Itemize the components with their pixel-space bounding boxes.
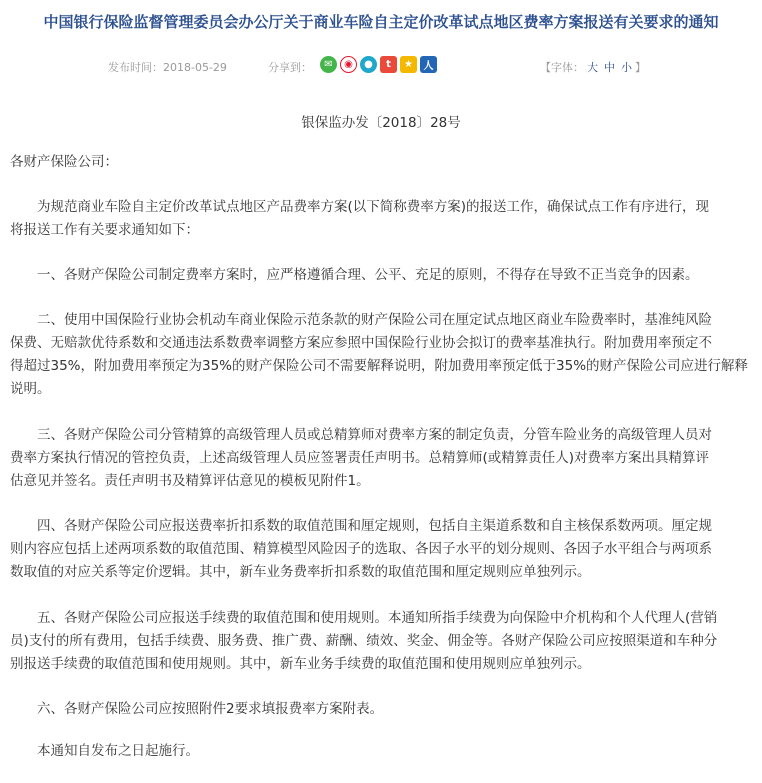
body-line: 员)支付的所有费用，包括手续费、服务费、推广费、薪酬、绩效、奖金、佣金等。各财产保险公司应按照渠道和车种分: [10, 633, 718, 649]
body-line: 保费、无赔款优待系数和交通违法系数费率调整方案应参照中国保险行业协会拟订的费率基准执行。附加费用率预定不: [10, 335, 712, 351]
qzone-icon[interactable]: ★: [400, 56, 417, 73]
body-line: 则内容应包括上述两项系数的取值范围、精算模型风险因子的选取、各因子水平的划分规则、各因子水平组合与两项系: [10, 541, 712, 557]
body-line: 三、各财产保险公司分管精算的高级管理人员或总精算师对费率方案的制定负责，分管车险业务的高级管理人员对: [10, 427, 712, 443]
page-title: 中国银行保险监督管理委员会办公厅关于商业车险自主定价改革试点地区费率方案报送有关要求的通知: [43, 13, 719, 31]
salutation: 各财产保险公司：: [10, 154, 118, 170]
renren-icon[interactable]: 人: [420, 56, 437, 73]
body-line: 五、各财产保险公司应报送手续费的取值范围和使用规则。本通知所指手续费为向保险中介机构和个人代理人(营销: [10, 610, 718, 626]
article-meta-bar: [0, 55, 762, 77]
font-label-open: 【字体：: [540, 61, 584, 74]
body-line: 本通知自发布之日起施行。: [10, 743, 199, 759]
body-line: 费率方案执行情况的管控负责，上述高级管理人员应签署责任声明书。总精算师(或精算责任人)对费率方案出具精算评: [10, 450, 710, 466]
font-label-close: 】: [635, 61, 646, 74]
body-line: 将报送工作有关要求通知如下：: [10, 222, 199, 238]
body-line: 估意见并签名。责任声明书及精算评估意见的模板见附件1。: [10, 473, 370, 489]
body-line: 说明。: [10, 381, 51, 397]
body-line: 二、使用中国保险行业协会机动车商业保险示范条款的财产保险公司在厘定试点地区商业车险费率时，基准纯风险: [10, 312, 712, 328]
body-line: 四、各财产保险公司应报送费率折扣系数的取值范围和厘定规则，包括自主渠道系数和自主核保系数两项。厘定规: [10, 518, 712, 534]
tencent-weibo-icon[interactable]: t: [380, 56, 397, 73]
body-line: 六、各财产保险公司应按照附件2要求填报费率方案附表。: [10, 701, 384, 717]
weibo-icon[interactable]: ◉: [340, 56, 357, 73]
share-label: 分享到：: [268, 61, 312, 74]
publish-date: 发布时间：2018-05-29: [108, 61, 227, 74]
body-line: 为规范商业车险自主定价改革试点地区产品费率方案(以下简称费率方案)的报送工作，确保试点工作有序进行，现: [10, 199, 710, 215]
document-number: 银保监办发〔2018〕28号: [301, 115, 461, 131]
body-line: 得超过35%，附加费用率预定为35%的财产保险公司不需要解释说明，附加费用率预定低于35%的财产保险公司应进行解释: [10, 358, 749, 374]
body-line: 别报送手续费的取值范围和使用规则。其中，新车业务手续费的取值范围和使用规则应单独列示。: [10, 656, 591, 672]
body-line: 一、各财产保险公司制定费率方案时，应严格遵循合理、公平、充足的原则，不得存在导致不正当竞争的因素。: [10, 267, 699, 283]
wechat-icon[interactable]: ✉: [320, 56, 337, 73]
share-icons: [320, 56, 437, 73]
font-size-selector: [540, 59, 646, 75]
font-medium-button[interactable]: 中: [604, 61, 615, 74]
font-small-button[interactable]: 小: [621, 61, 632, 74]
font-large-button[interactable]: 大: [587, 61, 598, 74]
qq-icon[interactable]: ●: [360, 56, 377, 73]
body-line: 数取值的对应关系等定价逻辑。其中，新车业务费率折扣系数的取值范围和厘定规则应单独列示。: [10, 564, 591, 580]
